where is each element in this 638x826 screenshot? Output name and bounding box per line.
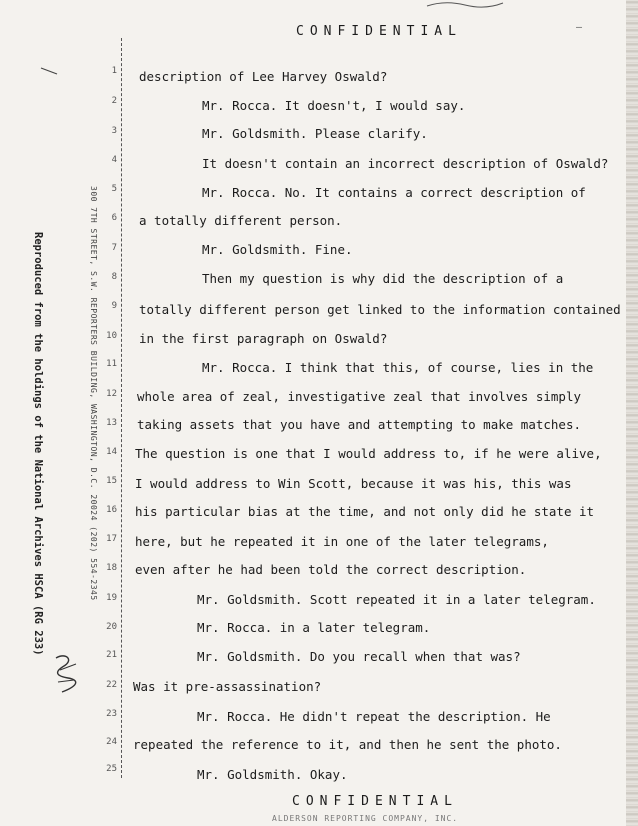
line-number: 16	[106, 505, 117, 515]
archive-reproduction-note: Reproduced from the holdings of the National Archives HSCA (RG 233)	[32, 232, 44, 656]
line-number: 11	[106, 359, 117, 369]
transcript-line: even after he had been told the correct description.	[135, 562, 527, 577]
transcript-line: It doesn't contain an incorrect description of Oswald?	[202, 156, 609, 171]
header-confidential: CONFIDENTIAL	[296, 24, 462, 39]
transcript-line: I would address to Win Scott, because it was his, this was	[135, 476, 572, 491]
transcript-line: Then my question is why did the description of a	[202, 271, 564, 286]
reporter-address: 300 7TH STREET, S.W. REPORTERS BUILDING, WASHINGTON, D.C. 20024 (202) 554-2345	[89, 186, 98, 601]
transcript-line: Mr. Goldsmith. Okay.	[197, 767, 348, 782]
footer-confidential: CONFIDENTIAL	[292, 794, 458, 809]
transcript-line: Mr. Goldsmith. Do you recall when that was?	[197, 649, 521, 664]
transcript-line: description of Lee Harvey Oswald?	[139, 69, 388, 84]
line-number: 24	[106, 737, 117, 747]
transcript-line: repeated the reference to it, and then he sent the photo.	[133, 737, 562, 752]
line-number: 18	[106, 563, 117, 573]
line-number: 25	[106, 764, 117, 774]
transcript-line: Mr. Rocca. No. It contains a correct description of	[202, 185, 586, 200]
handwritten-signature	[52, 650, 82, 696]
line-number: 4	[111, 155, 117, 165]
line-number: 5	[111, 184, 117, 194]
line-number: 22	[106, 680, 117, 690]
line-number: 12	[106, 389, 117, 399]
transcript-line: Mr. Rocca. It doesn't, I would say.	[202, 98, 466, 113]
line-number: 8	[111, 272, 117, 282]
transcript-line: his particular bias at the time, and not only did he state it	[135, 504, 595, 519]
transcript-line: a totally different person.	[139, 213, 343, 228]
line-number: 15	[106, 476, 117, 486]
transcript-line: The question is one that I would address to, if he were alive,	[135, 446, 602, 461]
transcript-line: Mr. Rocca. I think that this, of course, lies in the	[202, 360, 594, 375]
line-number: 7	[111, 243, 117, 253]
transcript-line: Mr. Rocca. He didn't repeat the description. He	[197, 709, 551, 724]
line-number: 19	[106, 593, 117, 603]
line-number: 9	[111, 301, 117, 311]
margin-mark	[40, 66, 58, 76]
transcript-line: here, but he repeated it in one of the later telegrams,	[135, 534, 549, 549]
line-number: 1	[111, 66, 117, 76]
line-number: 17	[106, 534, 117, 544]
transcript-line: Mr. Goldsmith. Scott repeated it in a later telegram.	[197, 592, 596, 607]
transcript-line: Mr. Goldsmith. Fine.	[202, 242, 353, 257]
line-number: 14	[106, 447, 117, 457]
transcript-line: totally different person get linked to the information contained	[139, 302, 621, 317]
line-number: 20	[106, 622, 117, 632]
reporting-company: ALDERSON REPORTING COMPANY, INC.	[272, 814, 459, 823]
line-number: 21	[106, 650, 117, 660]
transcript-line: in the first paragraph on Oswald?	[139, 331, 388, 346]
left-margin-rule	[121, 38, 122, 778]
transcript-line: Was it pre-assassination?	[133, 679, 322, 694]
margin-mark: —	[576, 22, 583, 33]
transcript-line: taking assets that you have and attempting to make matches.	[137, 417, 582, 432]
line-number: 3	[111, 126, 117, 136]
line-number: 10	[106, 331, 117, 341]
transcript-line: Mr. Goldsmith. Please clarify.	[202, 126, 428, 141]
transcript-line: Mr. Rocca. in a later telegram.	[197, 620, 431, 635]
page-edge-scan-artifact	[626, 0, 638, 826]
line-number: 23	[106, 709, 117, 719]
line-number: 13	[106, 418, 117, 428]
handwritten-mark	[425, 0, 505, 8]
transcript-line: whole area of zeal, investigative zeal that involves simply	[137, 389, 582, 404]
line-number: 2	[111, 96, 117, 106]
line-number: 6	[111, 213, 117, 223]
